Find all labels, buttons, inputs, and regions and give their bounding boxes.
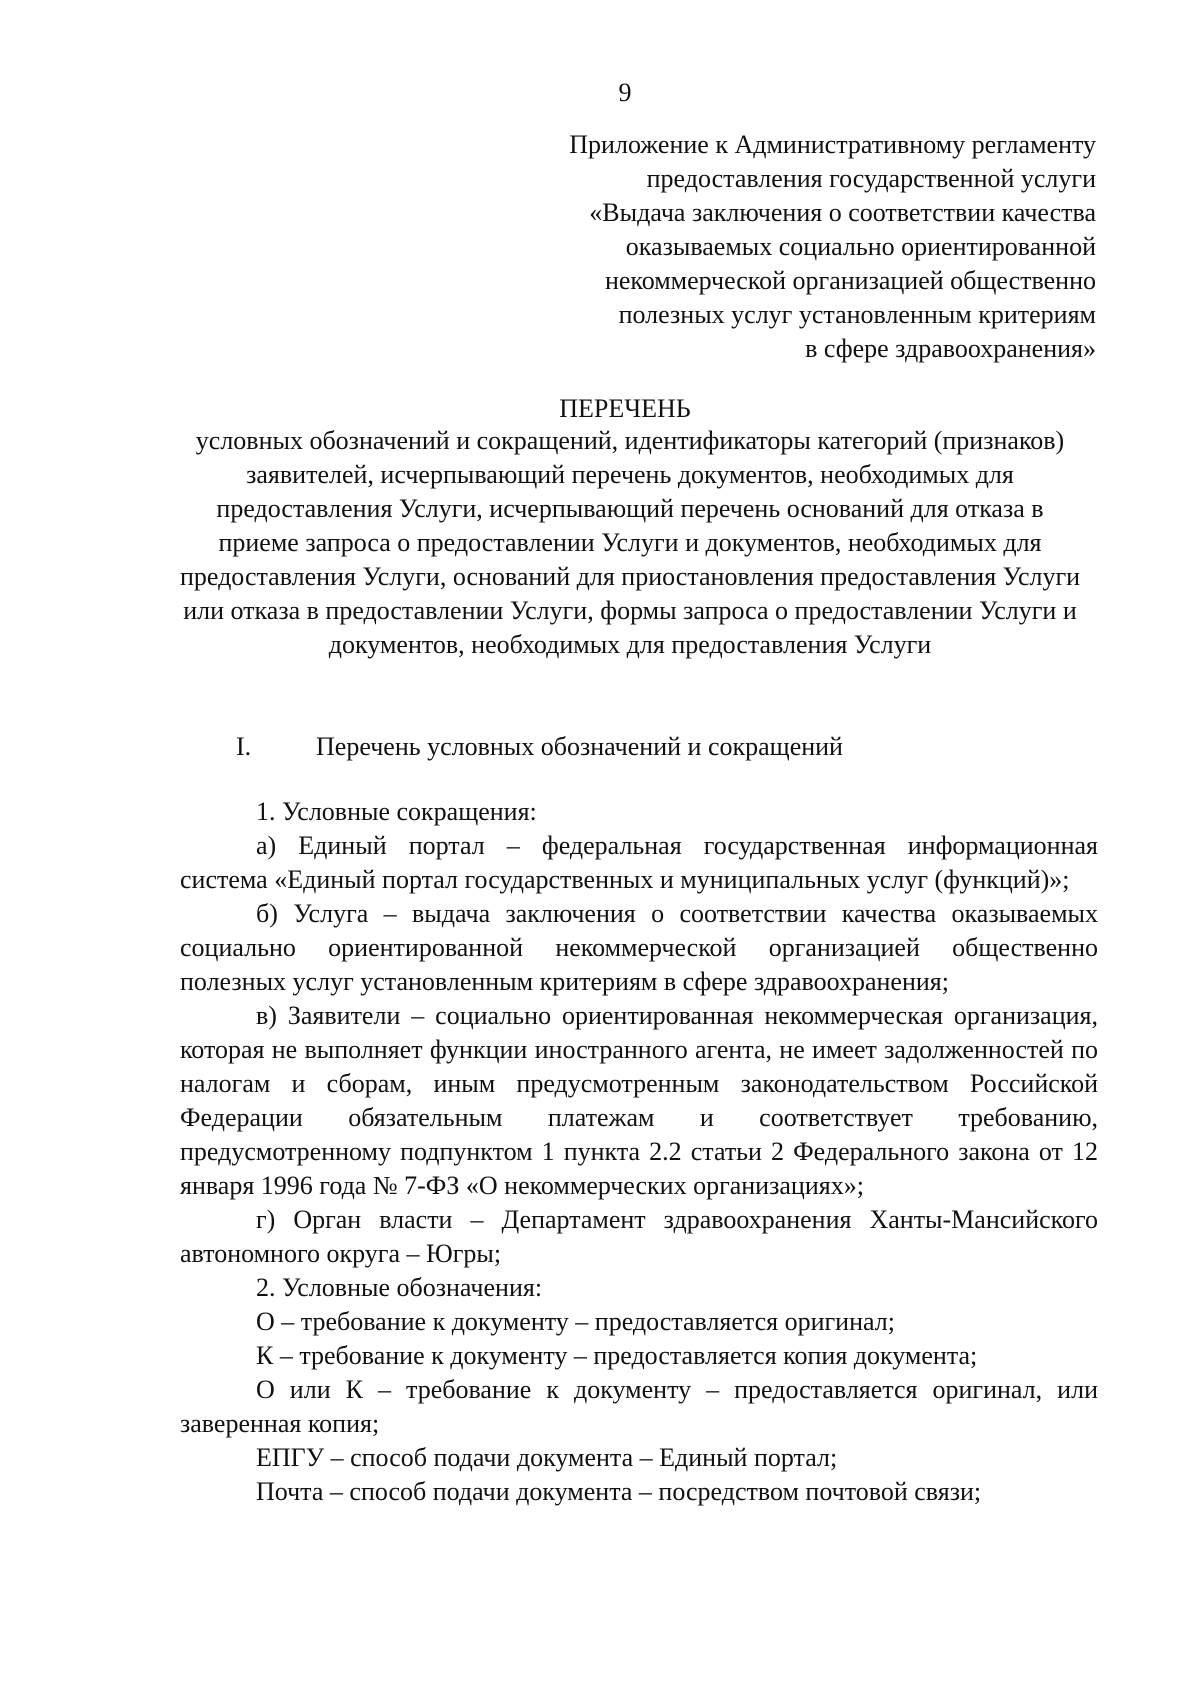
appendix-line: в сфере здравоохранения» <box>805 334 1096 363</box>
document-body <box>180 795 1098 1509</box>
paragraph: 1. Условные сокращения: <box>256 797 537 826</box>
paragraph: Почта – способ подачи документа – посредством почтовой связи; <box>256 1477 982 1506</box>
paragraph: О или К – требование к документу – предоставляется оригинал, или заверенная копия; <box>180 1375 1098 1438</box>
document-subtitle: условных обозначений и сокращений, идентификаторы категорий (признаков) заявителей, исчерпывающий перечень документов, необходимых для предоставления Услуги, исчерпывающий перечень оснований для отказа в приеме запроса о предоставлении Услуги и документов, необходимых для предоставления Услуги, оснований для приостановления предоставления Услуги или отказа в предоставлении Услуги, формы запроса о предоставлении Услуги и документов, необходимых для предоставления Услуги <box>179 426 1081 659</box>
appendix-line: предоставления государственной услуги <box>646 164 1096 193</box>
appendix-line: полезных услуг установленным критериям <box>618 300 1096 329</box>
appendix-line: некоммерческой организацией общественно <box>604 266 1096 295</box>
document-title: ПЕРЕЧЕНЬ <box>559 394 691 423</box>
section-title: Перечень условных обозначений и сокращений <box>316 732 843 761</box>
paragraph: ЕПГУ – способ подачи документа – Единый портал; <box>256 1443 838 1472</box>
page-number: 9 <box>618 78 632 107</box>
paragraph: в) Заявители – социально ориентированная некоммерческая организация, которая не выполняет функции иностранного агента, не имеет задолженностей по налогам и сборам, иным предусмотренным законодательством Российской Федерации обязательным платежам и соответствует требованию, предусмотренному подпунктом 1 пункта 2.2 статьи 2 Федерального закона от 12 января 1996 года № 7-ФЗ «О некоммерческих организациях»; <box>180 1001 1098 1200</box>
appendix-line: оказываемых социально ориентированной <box>625 232 1096 261</box>
paragraph: б) Услуга – выдача заключения о соответствии качества оказываемых социально ориентированной некоммерческой организацией общественно полезных услуг установленным критериям в сфере здравоохранения; <box>180 899 1098 996</box>
appendix-line: Приложение к Административному регламенту <box>569 130 1096 159</box>
paragraph: а) Единый портал – федеральная государственная информационная система «Единый портал государственных и муниципальных услуг (функций)»; <box>180 831 1098 894</box>
paragraph: г) Орган власти – Департамент здравоохранения Ханты-Мансийского автономного округа – Югры; <box>180 1205 1098 1268</box>
section-number: I. <box>236 732 252 761</box>
section-heading <box>236 730 1036 764</box>
appendix-line: «Выдача заключения о соответствии качества <box>589 198 1096 227</box>
appendix-header <box>376 128 1096 366</box>
paragraph: 2. Условные обозначения: <box>256 1273 543 1302</box>
paragraph: К – требование к документу – предоставляется копия документа; <box>256 1341 978 1370</box>
paragraph: О – требование к документу – предоставляется оригинал; <box>256 1307 895 1336</box>
